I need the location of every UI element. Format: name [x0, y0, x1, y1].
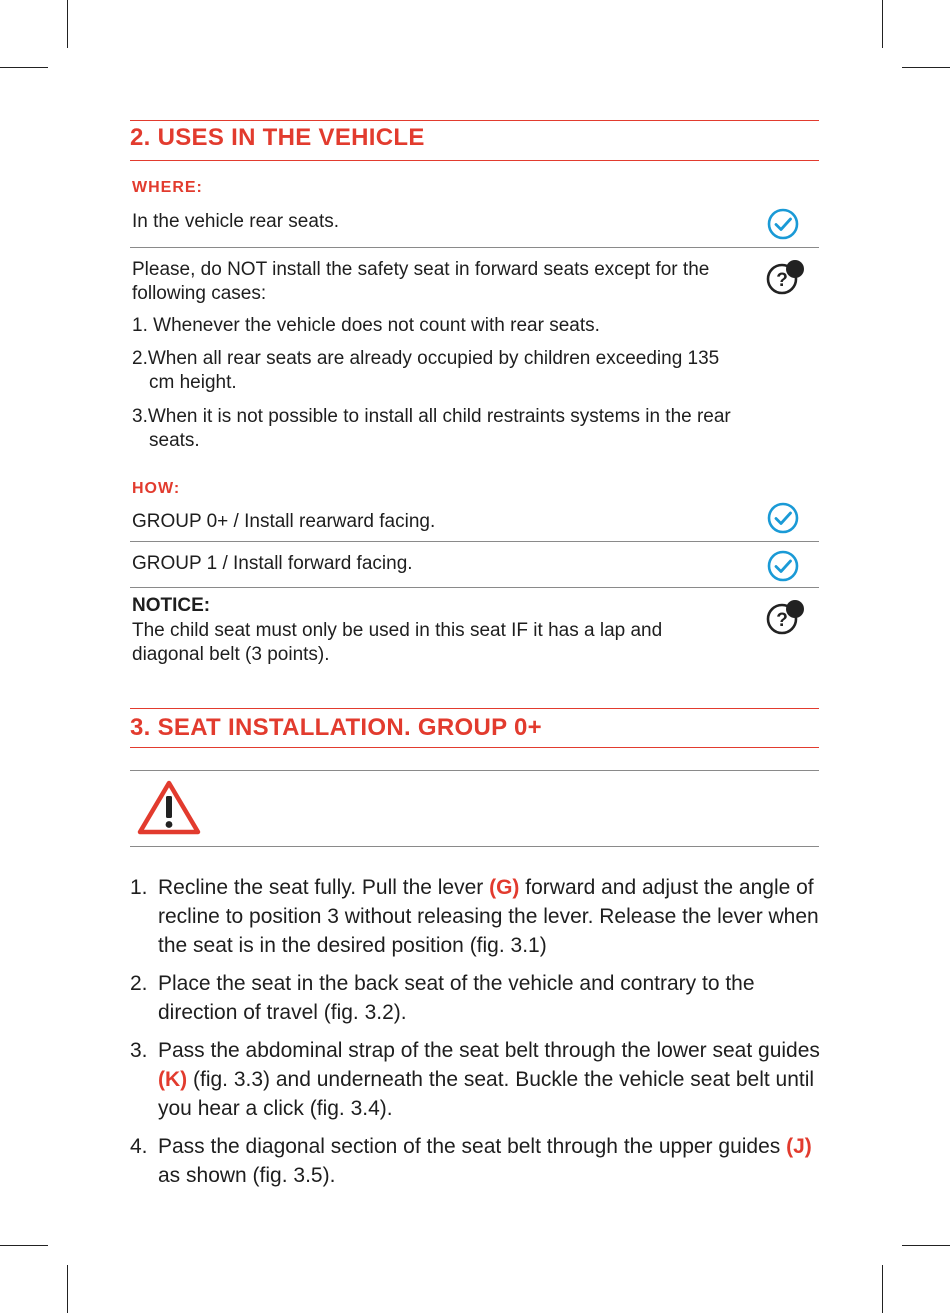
where-row-text: In the vehicle rear seats. — [132, 211, 339, 232]
how-row-text: GROUP 1 / Install forward facing. — [132, 553, 413, 574]
question-badge-icon — [764, 258, 808, 298]
crop-mark — [882, 0, 883, 48]
section-rule — [130, 747, 819, 748]
notice-heading: NOTICE: — [132, 595, 211, 616]
exception-number: 1. — [132, 315, 148, 336]
step-number: 2. — [130, 972, 148, 995]
section-title: 3. SEAT INSTALLATION. GROUP 0+ — [130, 714, 542, 741]
installation-step — [130, 1036, 820, 1123]
installation-step — [130, 873, 820, 960]
forward-seat-warning-text: Please, do NOT install the safety seat in forward seats except for the following cases: — [132, 259, 710, 304]
step-text: Recline the seat fully. Pull the lever — [158, 876, 490, 899]
exception-item — [132, 405, 749, 453]
section-title: 2. USES IN THE VEHICLE — [130, 124, 425, 151]
step-number: 3. — [130, 1039, 148, 1062]
step-text: Pass the abdominal strap of the seat belt through the lower seat guides — [158, 1039, 820, 1062]
how-row-text: GROUP 0+ / Install rearward facing. — [132, 511, 436, 532]
check-circle-icon — [766, 549, 800, 583]
exception-number: 2. — [132, 348, 148, 369]
installation-step — [130, 1132, 820, 1190]
row-divider — [130, 247, 819, 248]
check-circle-icon — [766, 501, 800, 535]
crop-mark — [67, 0, 68, 48]
how-label: HOW: — [132, 480, 181, 497]
installation-step — [130, 969, 820, 1027]
svg-text:?: ? — [776, 610, 788, 631]
warning-triangle-icon — [135, 778, 203, 838]
warning-box-top-rule — [130, 770, 819, 771]
step-text: forward and adjust the angle of recline to position 3 without releasing the lever. Release the lever when the seat is in the desired position (fig. 3.1) — [158, 876, 819, 957]
warning-box-bottom-rule — [130, 846, 819, 847]
check-circle-icon — [766, 207, 800, 241]
row-divider — [130, 541, 819, 542]
step-part-label: (G) — [489, 876, 520, 899]
step-number: 4. — [130, 1135, 148, 1158]
exception-text: When all rear seats are already occupied by children exceeding 135 cm height. — [147, 348, 720, 393]
exception-number: 3. — [132, 406, 148, 427]
crop-mark — [0, 67, 48, 68]
exception-text: When it is not possible to install all child restraints systems in the rear seats. — [147, 406, 731, 451]
crop-mark — [902, 1245, 950, 1246]
step-text: as shown (fig. 3.5). — [158, 1164, 336, 1187]
exception-text: Whenever the vehicle does not count with rear seats. — [153, 315, 600, 336]
crop-mark — [882, 1265, 883, 1313]
section-rule — [130, 708, 819, 709]
section-rule — [130, 120, 819, 121]
question-badge-icon — [764, 598, 808, 638]
exception-item — [132, 314, 752, 338]
step-text: Place the seat in the back seat of the vehicle and contrary to the direction of travel (fig. 3.2). — [158, 972, 755, 1024]
notice-text: The child seat must only be used in this seat IF it has a lap and diagonal belt (3 points). — [132, 620, 663, 665]
step-part-label: (J) — [786, 1135, 812, 1158]
installation-steps — [130, 873, 820, 1190]
where-label: WHERE: — [132, 179, 203, 196]
section-rule — [130, 160, 819, 161]
step-text: (fig. 3.3) and underneath the seat. Buckle the vehicle seat belt until you hear a click (fig. 3.4). — [158, 1068, 815, 1120]
row-divider — [130, 587, 819, 588]
step-text: Pass the diagonal section of the seat belt through the upper guides — [158, 1135, 787, 1158]
crop-mark — [902, 67, 950, 68]
exception-item — [132, 347, 749, 395]
crop-mark — [0, 1245, 48, 1246]
crop-mark — [67, 1265, 68, 1313]
step-part-label: (K) — [158, 1068, 188, 1091]
step-number: 1. — [130, 876, 148, 899]
svg-text:?: ? — [776, 270, 788, 291]
